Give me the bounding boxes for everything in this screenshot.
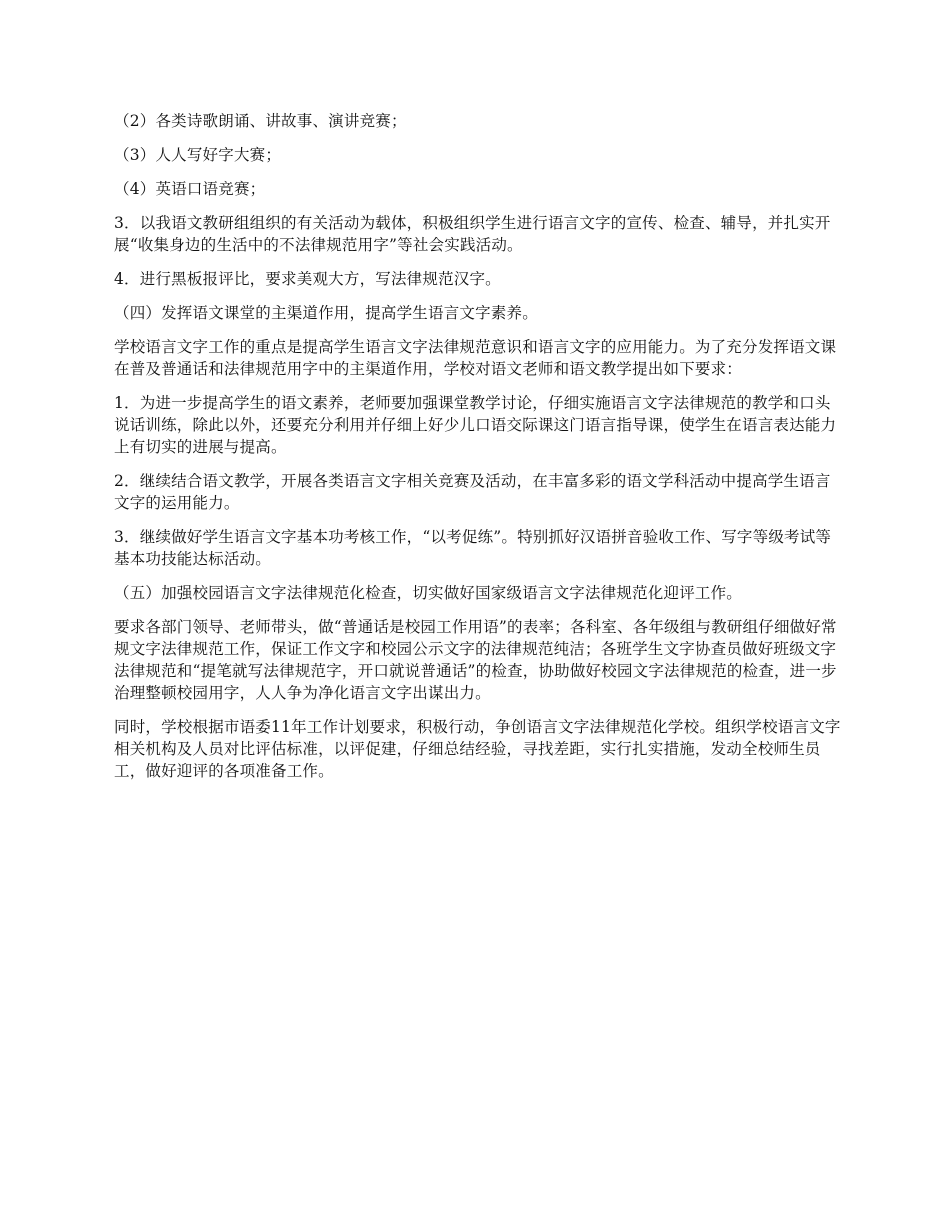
paragraph-requirement-2: 2．继续结合语文教学，开展各类语言文字相关竞赛及活动，在丰富多彩的语文学科活动中提高学生语言文字的运用能力。 — [114, 472, 831, 512]
paragraph-requirement-1: 1．为进一步提高学生的语文素养，老师要加强课堂教学讨论，仔细实施语言文字法律规范的教学和口头说话训练，除此以外，还要充分利用并仔细上好少儿口语交际课这门语言指导课，使学生在语言表达能力上有切实的进展与提高。 — [114, 394, 837, 456]
paragraph-requirement-3: 3．继续做好学生语言文字基本功考核工作，“以考促练”。特别抓好汉语拼音验收工作、写字等级考试等基本功技能达标活动。 — [114, 528, 832, 568]
paragraph-section-4-intro: 学校语言文字工作的重点是提高学生语言文字法律规范意识和语言文字的应用能力。为了充分发挥语文课在普及普通话和法律规范用字中的主渠道作用，学校对语文老师和语文教学提出如下要求： — [114, 338, 837, 378]
paragraph-item-2-contest: （2）各类诗歌朗诵、讲故事、演讲竞赛； — [114, 112, 407, 130]
paragraph-point-4-blackboard: 4．进行黑板报评比，要求美观大方，写法律规范汉字。 — [114, 270, 501, 288]
document-body — [114, 110, 842, 794]
paragraph-section-5-conclusion: 同时，学校根据市语委11年工作计划要求，积极行动，争创语言文字法律规范化学校。组织学校语言文字相关机构及人员对比评估标准，以评促建，仔细总结经验，寻找差距，实行扎实措施，发动全校师生员工，做好迎评的各项准备工作。 — [114, 718, 841, 780]
paragraph-section-5-requirements: 要求各部门领导、老师带头，做“普通话是校园工作用语”的表率；各科室、各年级组与教研组仔细做好常规文字法律规范工作，保证工作文字和校园公示文字的法律规范纯洁；各班学生文字协查员做好班级文字法律规范和“提笔就写法律规范字，开口就说普通话”的检查，协助做好校园文字法律规范的检查，进一步治理整顿校园用字，人人争为净化语言文字出谋出力。 — [114, 618, 837, 702]
section-heading-4: （四）发挥语文课堂的主渠道作用，提高学生语言文字素养。 — [114, 304, 538, 322]
paragraph-point-3-activities: 3．以我语文教研组组织的有关活动为载体，积极组织学生进行语言文字的宣传、检查、辅导，并扎实开展“收集身边的生活中的不法律规范用字”等社会实践活动。 — [114, 214, 831, 254]
section-heading-5: （五）加强校园语言文字法律规范化检查，切实做好国家级语言文字法律规范化迎评工作。 — [114, 584, 743, 602]
paragraph-item-4-english-contest: （4）英语口语竞赛； — [114, 180, 266, 198]
paragraph-item-3-writing-contest: （3）人人写好字大赛； — [114, 146, 282, 164]
